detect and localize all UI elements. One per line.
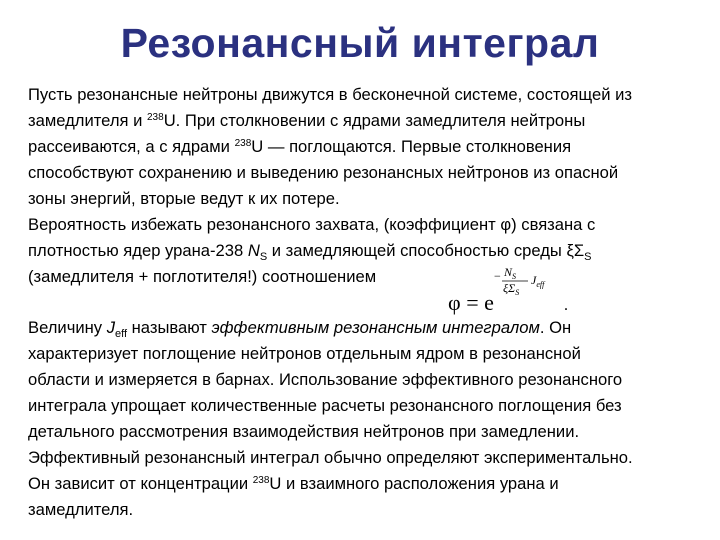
formula-numerator: $N_S$	[504, 265, 517, 281]
text-line: области и измеряется в барнах. Использование эффективного резонансного	[28, 370, 623, 389]
formula-j-eff: $J_{eff}$	[531, 273, 545, 289]
text-line: замедлителя.	[28, 500, 134, 519]
text-line: интеграла упрощает количественные расчеты резонансного поглощения без	[28, 396, 622, 415]
text-line: рассеиваются, а с ядрами $^{238}$U — поглощаются. Первые столкновения	[28, 137, 572, 156]
paragraph-intro	[28, 82, 698, 290]
text-line: замедлителя и $^{238}$U. При столкновении с ядрами замедлителя нейтроны	[28, 111, 586, 130]
emphasis-term: эффективным резонансным интегралом	[211, 318, 540, 337]
text-line: плотностью ядер урана-238 $N_S$ и замедляющей способностью среды $\xi\Sigma_S$	[28, 241, 592, 263]
text-line: Величину $J_{eff}$ называют эффективным резонансным интегралом. Он	[28, 318, 572, 340]
formula-period: .	[564, 297, 568, 314]
text-line: Пусть резонансные нейтроны движутся в бесконечной системе, состоящей из	[28, 85, 632, 104]
text-line: Он зависит от концентрации $^{238}$U и взаимного расположения урана и	[28, 474, 559, 493]
formula-denominator: $\xi\Sigma_S$	[503, 281, 520, 297]
text-line: (замедлителя + поглотителя!) соотношением	[28, 267, 377, 286]
paragraph-definition	[28, 315, 698, 523]
text-line: способствуют сохранению и выведению резонансных нейтронов из опасной	[28, 163, 619, 182]
text-line: Вероятность избежать резонансного захвата, (коэффициент φ) связана с	[28, 215, 596, 234]
text-line: характеризует поглощение нейтронов отдельным ядром в резонансной	[28, 344, 581, 363]
text-line: Эффективный резонансный интеграл обычно определяют экспериментально.	[28, 448, 633, 467]
text-line: зоны энергий, вторые ведут к их потере.	[28, 189, 340, 208]
formula-minus-sign: −	[494, 269, 501, 283]
slide-title: Резонансный интеграл	[120, 20, 600, 66]
text-line: детального рассмотрения взаимодействия нейтронов при замедлении.	[28, 422, 580, 441]
formula-lhs: φ = e	[448, 290, 494, 315]
resonance-escape-formula	[446, 262, 586, 322]
